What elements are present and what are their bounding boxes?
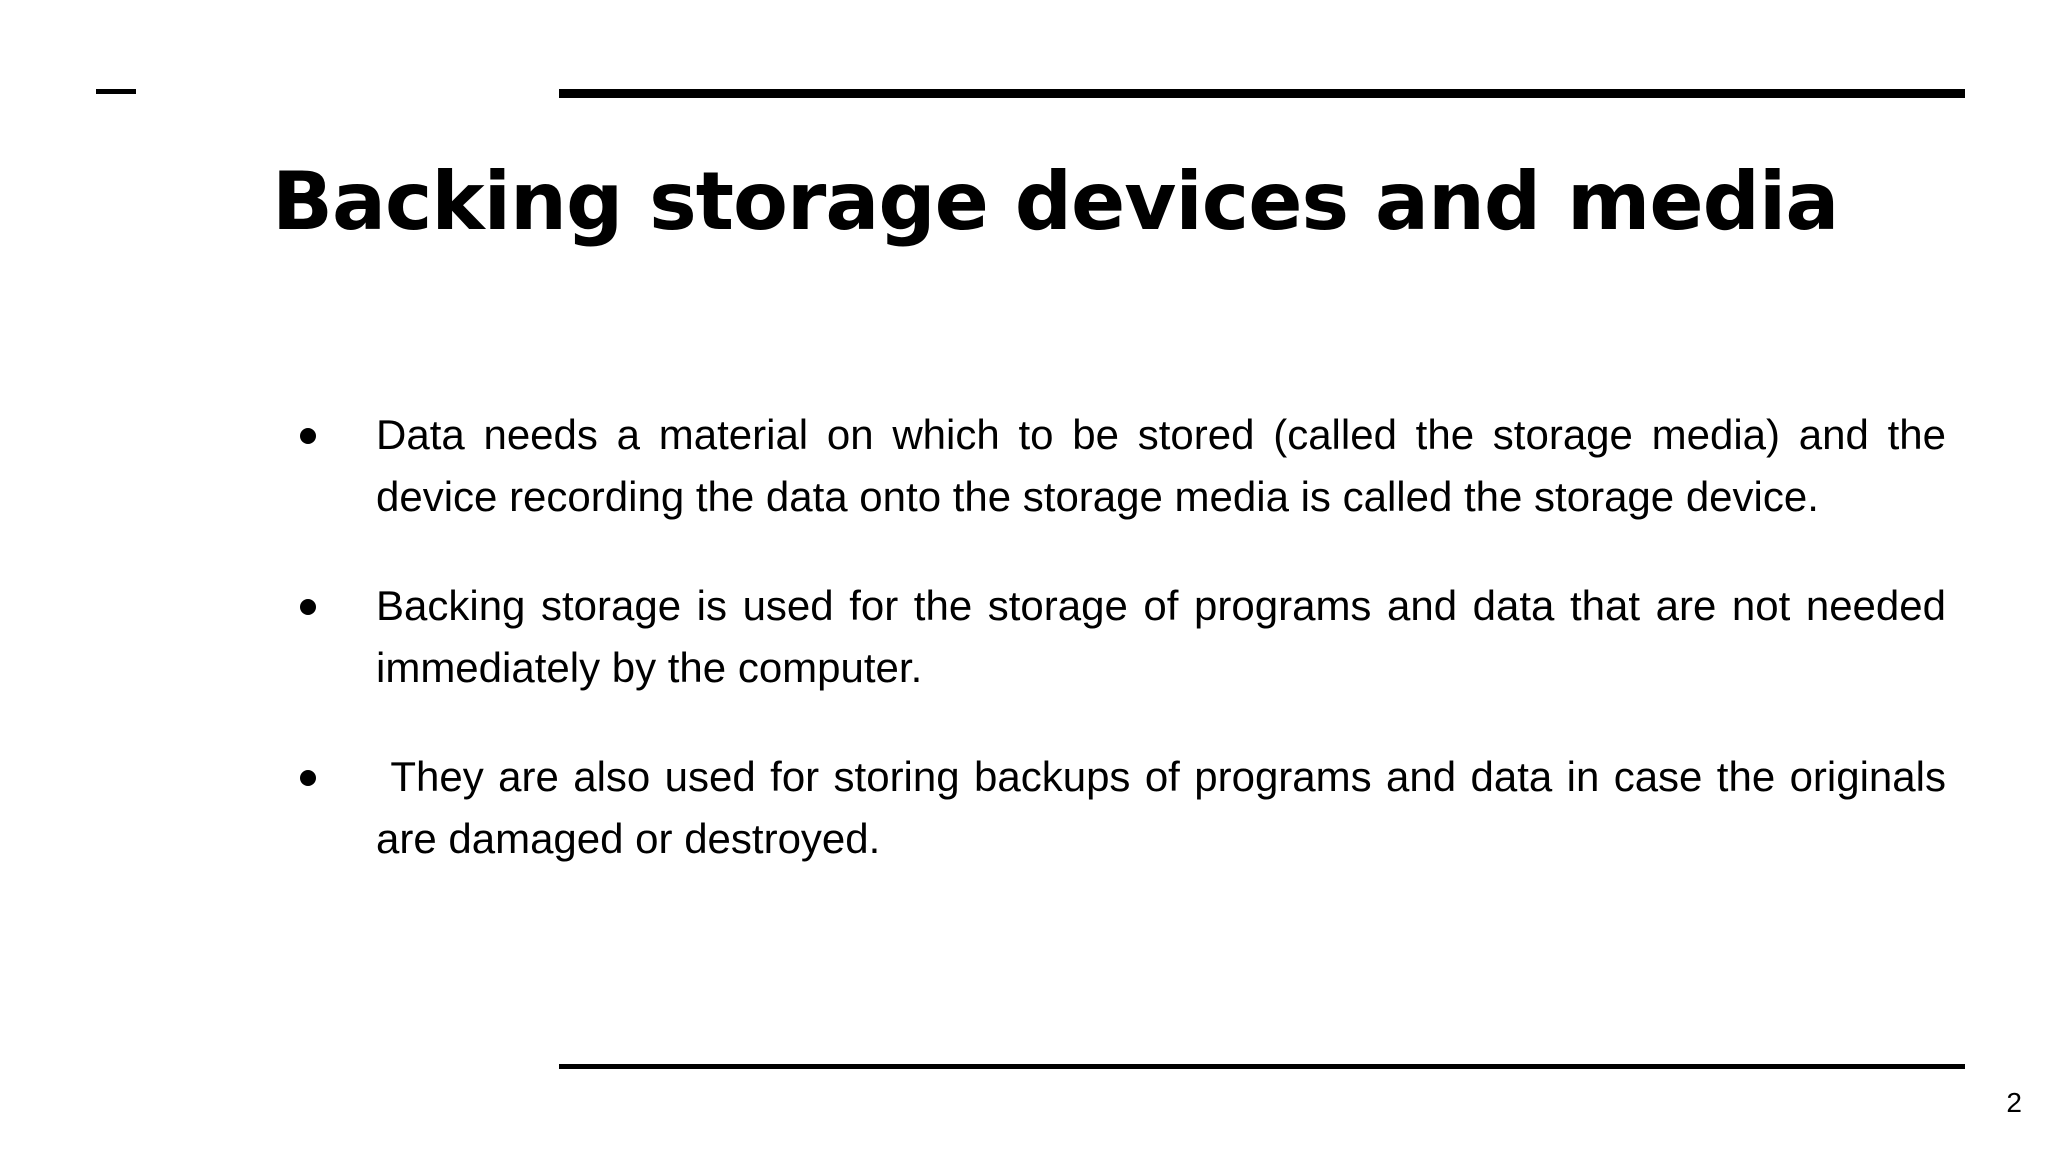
bullet-icon	[300, 770, 316, 786]
bullet-text: They are also used for storing backups of programs and data in case the originals are damaged or destroyed.	[376, 753, 1958, 862]
bullet-icon	[300, 599, 316, 615]
bullet-icon	[300, 428, 316, 444]
accent-dash	[96, 89, 136, 94]
bullet-item	[294, 746, 1958, 870]
top-rule	[559, 89, 1965, 98]
slide-title: Backing storage devices and media	[272, 155, 1839, 248]
bullet-list	[294, 404, 1958, 917]
bottom-rule	[559, 1064, 1965, 1069]
bullet-text: Data needs a material on which to be stored (called the storage media) and the device recording the data onto the storage media is called the storage device.	[376, 411, 1946, 520]
bullet-item	[294, 404, 1946, 528]
page-number: 2	[2006, 1087, 2022, 1118]
bullet-item	[294, 575, 1946, 699]
bullet-text: Backing storage is used for the storage of programs and data that are not needed immediately by the computer.	[376, 582, 1946, 691]
